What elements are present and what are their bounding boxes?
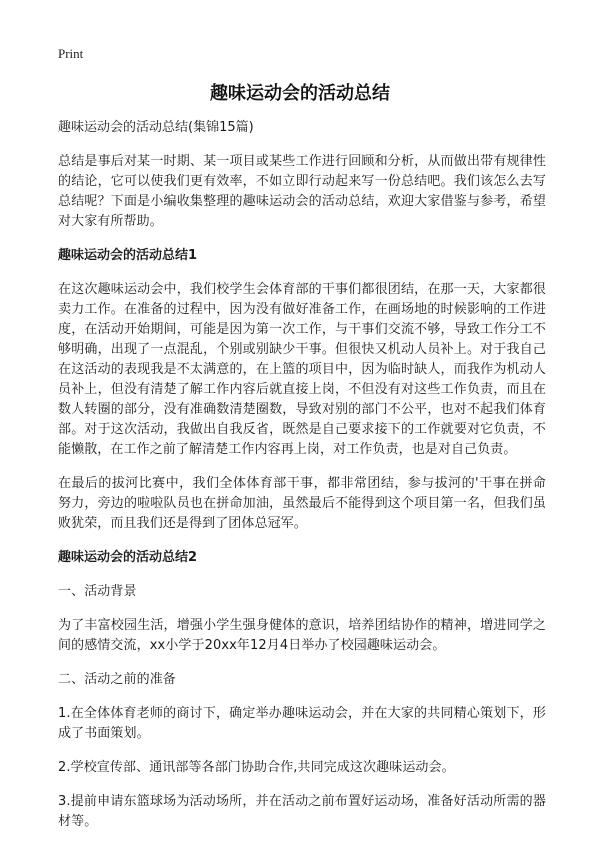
section2-list-item-2: 2.学校宣传部、通讯部等各部门协助合作,共同完成这次趣味运动会。 [58,760,455,775]
page-title: 趣味运动会的活动总结 [210,83,390,104]
document-body [58,118,546,846]
print-link[interactable]: Print [58,46,84,61]
section2-subheading-preparation: 二、活动之前的准备 [58,672,176,687]
section1-paragraph-1: 在这次趣味运动会中，我们校学生会体育部的干事们都很团结，在那一天，大家都很卖力工作。在准备的过程中，因为没有做好准备工作，在画场地的时候影响的工作进度，在活动开始期间，可能是因为第一次工作，与干事们交流不够，导致工作分工不够明确，出现了一点混乱，个别或别缺少干事。但很快又机动人员补上。对于我自己在这活动的表现我是不太满意的，在上篮的项目中，因为临时缺人，而我作为机动人员补上，但没有清楚了解工作内容后就直接上岗，不但没有对这些工作负责，而且在数人转圈的部分，没有准确数清楚圈数，导致对别的部门不公平，也对不起我们体育部。对于这次活动，我做出自我反省，既然是自己要求接下的工作就要对它负责，不能懒散，在工作之前了解清楚工作内容再上岗，对工作负责，也是对自己负责。 [58,282,546,457]
section-heading-1: 趣味运动会的活动总结1 [58,248,198,263]
section-heading-2: 趣味运动会的活动总结2 [58,550,198,565]
intro-paragraph: 总结是事后对某一时期、某一项目或某些工作进行回顾和分析，从而做出带有规律性的结论，它可以使我们更有效率，不如立即行动起来写一份总结吧。我们该怎么去写总结呢？下面是小编收集整理的趣味运动会的活动总结，欢迎大家借鉴与参考，希望对大家有所帮助。 [58,154,546,229]
section2-subheading-background: 一、活动背景 [58,584,137,599]
document-subtitle: 趣味运动会的活动总结(集锦15篇) [58,120,254,135]
section2-list-item-3: 3.提前申请东篮球场为活动场所，并在活动之前布置好运动场，准备好活动所需的器材等。 [58,794,546,829]
section2-list-item-1: 1.在全体体育老师的商讨下，确定举办趣味运动会，并在大家的共同精心策划下，形成了书面策划。 [58,706,546,741]
section1-paragraph-2: 在最后的拔河比赛中，我们全体体育部干事，都非常团结，参与拔河的'干事在拼命努力，旁边的啦啦队员也在拼命加油，虽然最后不能得到这个项目第一名，但我们虽败犹荣，而且我们还是得到了团体总冠军。 [58,476,546,531]
section2-paragraph-background: 为了丰富校园生活，增强小学生强身健体的意识，培养团结协作的精神，增进同学之间的感情交流，xx小学于20xx年12月4日举办了校园趣味运动会。 [58,618,546,653]
